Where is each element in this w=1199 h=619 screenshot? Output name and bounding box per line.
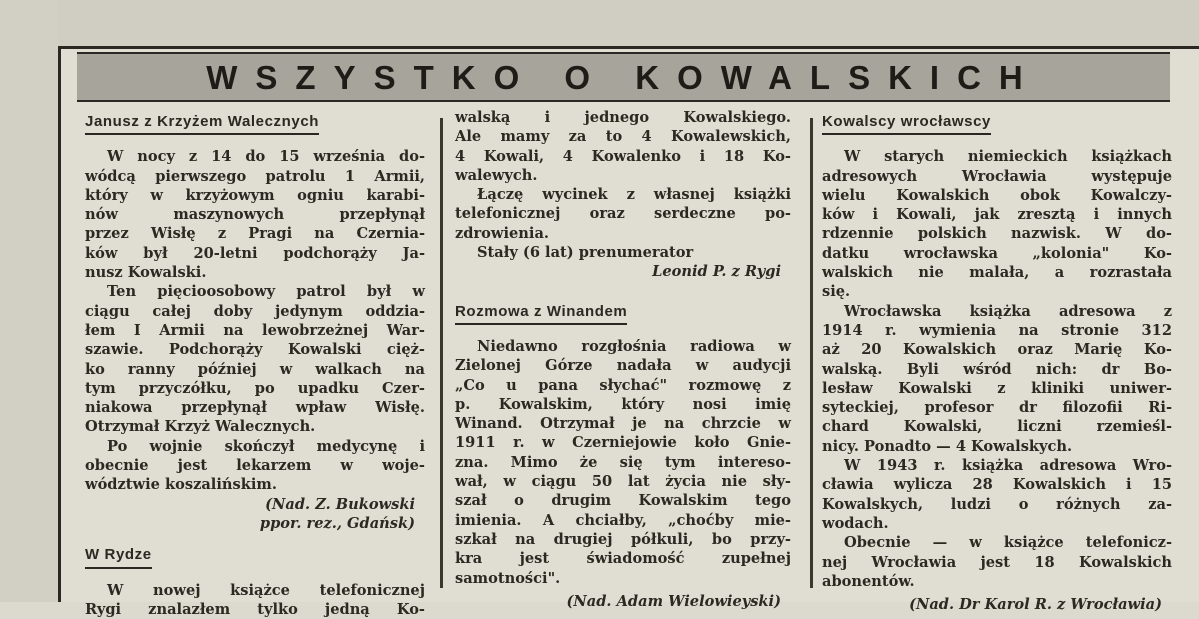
text-line: zdrowienia.	[455, 224, 549, 242]
section-heading-janusz: Janusz z Krzyżem Walecznych	[85, 112, 319, 135]
signature-leonid: Leonid P. z Rygi	[652, 263, 781, 281]
signature-wielowieyski: (Nad. Adam Wielowieyski)	[566, 592, 781, 610]
text-line: Ten pięcioosobowy patrol był w	[107, 283, 425, 301]
page-edge-top	[0, 0, 1199, 46]
paragraph-2	[822, 302, 1172, 456]
text-line: W nowej książce telefonicznej	[107, 581, 425, 599]
column-divider-2	[810, 118, 813, 588]
text-line: ko ranny później w walkach na	[85, 360, 425, 378]
text-line: walską i jednego Kowalskiego.	[455, 109, 791, 126]
paragraph-1	[85, 147, 425, 282]
paragraph-2	[85, 282, 425, 436]
text-line: wodach.	[822, 514, 889, 532]
text-line: się.	[822, 283, 851, 301]
text-line: ków i Kowali, jak zresztą i innych	[822, 206, 1172, 224]
text-line: Winand. Otrzymał je na chrzcie w	[455, 415, 791, 433]
text-line: W 1943 r. książka adresowa Wro-	[844, 457, 1172, 475]
text-line: W nocy z 14 do 15 września do-	[107, 148, 425, 166]
column-3	[822, 106, 1172, 614]
text-line: zna. Mimo że się tym interesо-	[455, 453, 791, 471]
text-line: walską. Byli wśród nich: dr Bo-	[822, 360, 1172, 378]
text-line: Po wojnie skończył medycynę i	[107, 437, 425, 455]
text-line: nów maszynowych przepłynął	[85, 206, 425, 224]
text-line: p. Kowalskim, który nosi imię	[455, 395, 791, 413]
text-line: cławia wylicza 28 Kowalskich i 15	[822, 476, 1172, 494]
signature-line-1: (Nad. Z. Bukowski	[265, 495, 415, 513]
text-line: adresowych Wrocławia występuje	[822, 167, 1172, 185]
masthead-title: WSZYSTKO O KOWALSKICH	[206, 59, 1041, 96]
text-line: wódcą pierwszego patrolu 1 Armii,	[85, 167, 425, 185]
section-masthead	[77, 52, 1170, 102]
text-line: szał o drugim Kowalskim tego	[455, 492, 791, 510]
signature-line-2: ppor. rez., Gdańsk)	[259, 514, 415, 532]
text-line: datku wrocławska „kolonia" Ko-	[822, 244, 1172, 262]
text-line: 1911 r. w Czerniejowie koło Gnie-	[455, 434, 791, 452]
text-line: Kowalskych, ludzi o różnych za-	[822, 495, 1172, 513]
text-line: 4 Kowali, 4 Kowalenko i 18 Ko-	[455, 147, 791, 165]
text-line: wielu Kowalskich obok Kowalczy-	[822, 186, 1172, 204]
text-line: Niedawno rozgłośnia radiowa w	[477, 337, 791, 355]
text-line: Ale mamy za to 4 Kowalewskich,	[455, 128, 791, 146]
text-line: nicy. Ponadto — 4 Kowalskych.	[822, 437, 1073, 455]
text-line: kra jest świadomość zupełnej	[455, 550, 791, 568]
text-line: lesław Kowalski z kliniki uniwer-	[822, 379, 1172, 397]
text-line: ków był 20-letni podchorąży Ja-	[85, 244, 425, 262]
page-edge-left	[0, 0, 58, 602]
text-line: Otrzymał Krzyż Walecznych.	[85, 418, 316, 436]
section-heading-w-rydze: W Rydze	[85, 545, 152, 568]
text-line: niakowa przepłynął wpław Wisłę.	[85, 399, 425, 417]
text-line: tym przyczółku, po upadku Czer-	[85, 379, 425, 397]
subscriber-line: Stały (6 lat) prenumerator	[477, 244, 694, 262]
text-line: obecnie jest lekarzem w woje-	[85, 457, 425, 475]
paragraph-continued	[455, 108, 791, 185]
text-line: wództwie koszalińskim.	[85, 476, 277, 494]
paragraph-3	[85, 437, 425, 495]
signature-karol: (Nad. Dr Karol R. z Wrocławia)	[909, 596, 1162, 614]
text-line: chard Kowalski, liczni rzemieśl-	[822, 418, 1172, 436]
paragraph-3	[822, 456, 1172, 533]
text-line: samotności".	[455, 569, 561, 587]
column-divider-1	[440, 118, 443, 588]
paragraph-1	[822, 147, 1172, 301]
text-line: walewych.	[455, 166, 538, 184]
text-line: nusz Kowalski.	[85, 264, 207, 282]
text-line: który w krzyżowym ogniu karabi-	[85, 186, 425, 204]
text-line: imienia. A chciałby, „choćby mie-	[455, 511, 791, 529]
column-1	[85, 106, 425, 619]
text-line: ciągu całej doby jedynym oddzia-	[85, 302, 425, 320]
text-line: syteckiej, profesor dr filozofii Ri-	[822, 399, 1172, 417]
text-line: Wrocławska książka adresowa z	[844, 302, 1172, 320]
text-line: przez Wisłę z Pragi na Czernia-	[85, 225, 425, 243]
text-line: nej Wrocławia jest 18 Kowalskich	[822, 553, 1172, 571]
text-line: walskich nie malała, a rozrastała	[822, 264, 1172, 282]
text-line: łem I Armii na lewobrzeżnej War-	[85, 321, 425, 339]
section-heading-wroclawscy: Kowalscy wrocławscy	[822, 112, 991, 135]
text-line: telefonicznej oraz serdeczne po-	[455, 205, 791, 223]
paragraph-winand	[455, 337, 791, 588]
text-line: Zielonej Górze nadała w audycji	[455, 357, 791, 375]
text-line: 1914 r. wymienia na stronie 312	[822, 321, 1172, 339]
text-line: Rygi znalazłem tylko jedną Ko-	[85, 600, 425, 618]
text-line: Obecnie — w książce telefonicz-	[844, 534, 1172, 552]
text-line: szawie. Podchorąży Kowalski cięż-	[85, 341, 425, 359]
paragraph-letter	[455, 185, 791, 243]
text-line: rdzennie polskich nazwisk. W do-	[822, 225, 1172, 243]
paragraph-4	[822, 533, 1172, 591]
text-line: Łączę wycinek z własnej książki	[477, 186, 791, 204]
text-line: W starych niemieckich książkach	[844, 148, 1172, 166]
text-line: abonentów.	[822, 572, 915, 590]
section-heading-winand: Rozmowa z Winandem	[455, 302, 627, 325]
text-line: „Co u pana słychać" rozmowę z	[455, 376, 791, 394]
text-line: wał, w ciągu 50 lat życia nie sły-	[455, 473, 791, 491]
column-2	[455, 108, 791, 611]
text-line: aż 20 Kowalskich oraz Marię Ko-	[822, 341, 1172, 359]
paragraph-4	[85, 581, 425, 619]
text-line: szkał na drugiej półkuli, bo przy-	[455, 530, 791, 548]
